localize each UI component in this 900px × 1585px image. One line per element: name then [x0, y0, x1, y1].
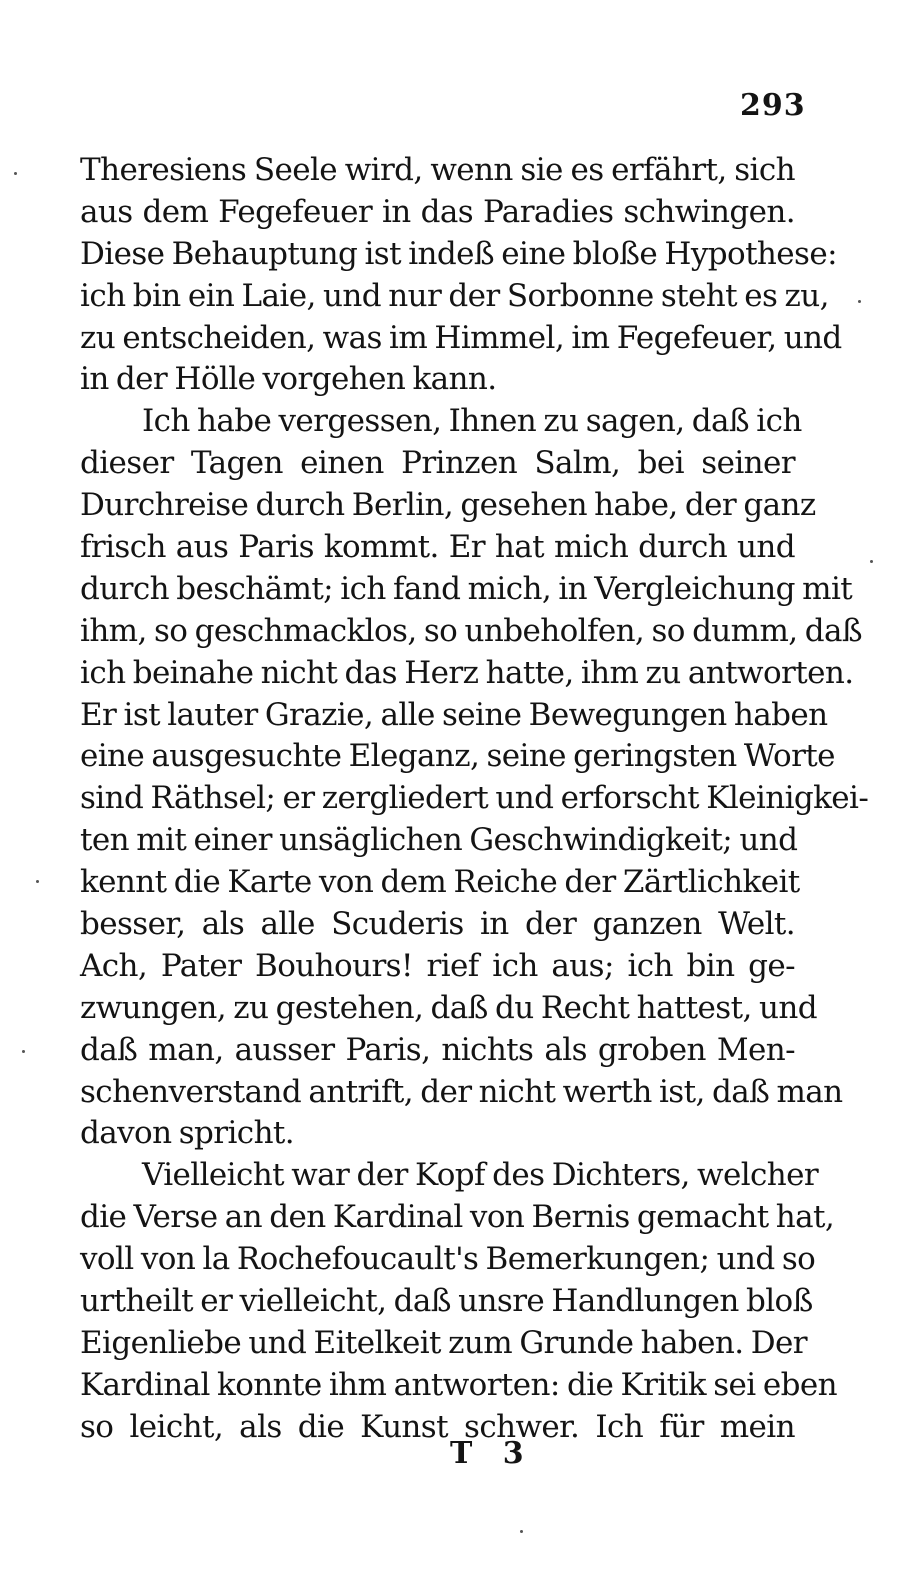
text-line: ten mit einer unsäglichen Geschwindigkeit; und: [80, 822, 798, 859]
text-line: Ach, Pater Bouhours! rief ich aus; ich bin ge-: [80, 947, 795, 984]
text-line: ich beinahe nicht das Herz hatte, ihm zu antworten.: [80, 654, 854, 691]
text-line: die Verse an den Kardinal von Bernis gemacht hat,: [80, 1199, 835, 1236]
text-line: zwungen, zu gestehen, daß du Recht hattest, und: [80, 989, 817, 1026]
paragraph-3: [80, 1155, 837, 1448]
page-number: 293: [740, 88, 806, 123]
text-line: daß man, ausser Paris, nichts als groben Men-: [80, 1031, 795, 1068]
print-speck: [36, 880, 39, 883]
text-line: Vielleicht war der Kopf des Dichters, welcher: [142, 1157, 819, 1194]
print-speck: [14, 172, 17, 175]
text-line: frisch aus Paris kommt. Er hat mich durch und: [80, 529, 795, 566]
text-line: schenverstand antrift, der nicht werth ist, daß man: [80, 1073, 843, 1110]
text-line: davon spricht.: [80, 1115, 295, 1152]
print-speck: [858, 300, 861, 303]
text-line: Diese Behauptung ist indeß eine bloße Hypothese:: [80, 235, 837, 272]
text-line: besser, als alle Scuderis in der ganzen Welt.: [80, 906, 795, 943]
signature-mark: T 3: [450, 1436, 534, 1471]
body-text: [80, 150, 869, 1449]
text-line: sind Räthsel; er zergliedert und erforscht Kleinigkei-: [80, 780, 869, 817]
text-line: Er ist lauter Grazie, alle seine Bewegungen haben: [80, 696, 828, 733]
text-line: voll von la Rochefoucault's Bemerkungen; und so: [80, 1241, 816, 1278]
text-line: so leicht, als die Kunst schwer. Ich für mein: [80, 1408, 795, 1445]
text-line: Eigenliebe und Eitelkeit zum Grunde haben. Der: [80, 1324, 807, 1361]
paragraph-2: [80, 401, 869, 1155]
text-line: Durchreise durch Berlin, gesehen habe, der ganz: [80, 487, 816, 524]
text-line: aus dem Fegefeuer in das Paradies schwingen.: [80, 193, 795, 230]
text-line: in der Hölle vorgehen kann.: [80, 361, 497, 398]
text-line: eine ausgesuchte Eleganz, seine geringsten Worte: [80, 738, 835, 775]
print-speck: [22, 1050, 25, 1053]
text-line: dieser Tagen einen Prinzen Salm, bei seiner: [80, 445, 795, 482]
text-line: Theresiens Seele wird, wenn sie es erfährt, sich: [80, 152, 795, 188]
text-line: ihm, so geschmacklos, so unbeholfen, so dumm, daß: [80, 612, 863, 649]
text-line: ich bin ein Laie, und nur der Sorbonne steht es zu,: [80, 277, 829, 314]
paragraph-1: [80, 150, 842, 401]
text-line: kennt die Karte von dem Reiche der Zärtlichkeit: [80, 864, 800, 901]
print-speck: [520, 1530, 523, 1533]
text-line: urtheilt er vielleicht, daß unsre Handlungen bloß: [80, 1283, 813, 1320]
text-line: Kardinal konnte ihm antworten: die Kritik sei eben: [80, 1366, 837, 1403]
text-line: Ich habe vergessen, Ihnen zu sagen, daß ich: [142, 403, 802, 440]
print-speck: [870, 560, 873, 563]
text-line: durch beschämt; ich fand mich, in Vergleichung mit: [80, 570, 853, 607]
text-line: zu entscheiden, was im Himmel, im Fegefeuer, und: [80, 319, 842, 356]
